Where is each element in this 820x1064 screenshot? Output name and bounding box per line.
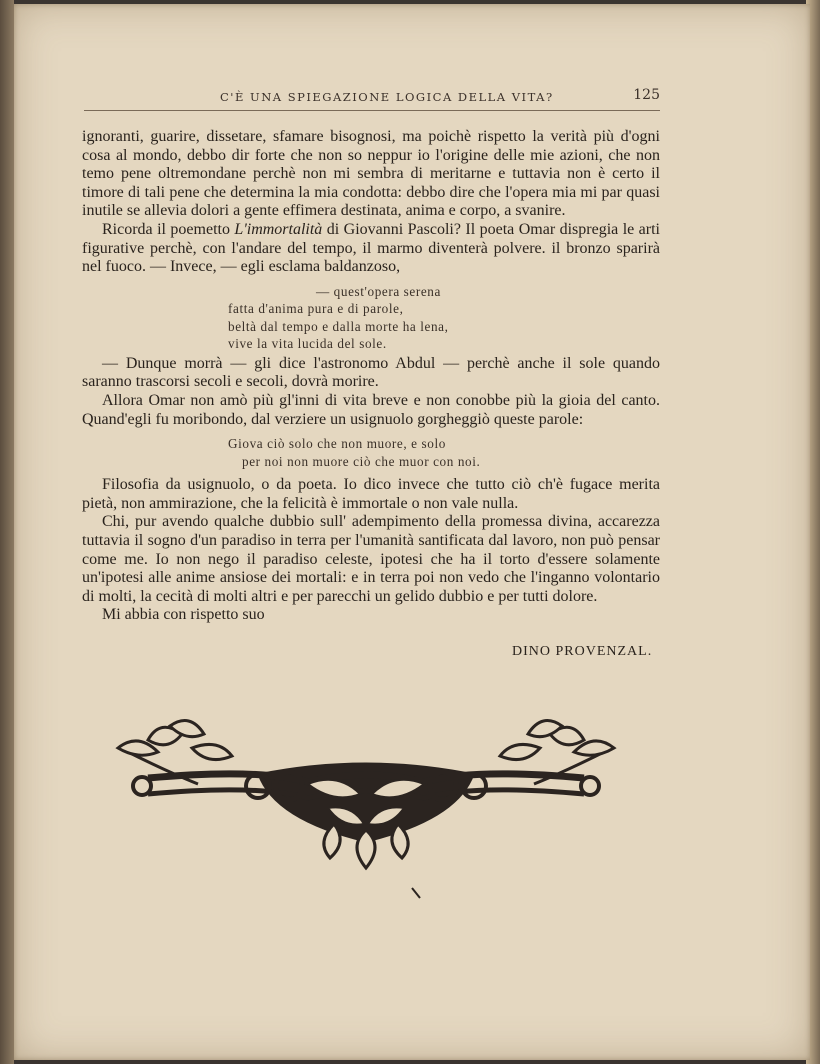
book-spine [0, 0, 14, 1064]
poem-line: fatta d'anima pura e di parole, [228, 301, 404, 317]
paragraph: — Dunque morrà — gli dice l'astronomo Abdul — perchè anche il sole quando saranno trascorsi secoli e secoli, dovrà morire. [82, 354, 660, 391]
running-header [84, 86, 660, 111]
poem-line: per noi non muore ciò che muor con noi. [242, 453, 481, 469]
poem-title: L'immortalità [234, 220, 323, 238]
ink-mark-icon [410, 886, 422, 900]
poem-line: Giova ciò solo che non muore, e solo [228, 436, 446, 452]
paragraph: ignoranti, guarire, dissetare, sfamare bisognosi, ma poichè rispetto la verità più d'ogni cosa al mondo, debbo dir forte che non so neppur io l'origine delle mie azioni, che non temo pene oltremondane perchè non mi sembra di meritarne e tuttavia non è certo il timore di tali pene che determina la mia condotta: debbo dire che l'opera mia mi par quasi inutile se allevia dolori a gente effimera destinata, anima e corpo, a svanire. [82, 128, 660, 220]
author-signature: DINO PROVENZAL. [512, 644, 653, 659]
running-title: C'È UNA SPIEGAZIONE LOGICA DELLA VITA? [220, 90, 554, 104]
poem-quote [228, 435, 660, 470]
poem-line: beltà dal tempo e dalla morte ha lena, [228, 318, 449, 334]
paragraph: Chi, pur avendo qualche dubbio sull' adempimento della promessa divina, accarezza tuttavia il sogno d'un paradiso in terra per l'umanità santificata dal lavoro, non può pensar come me. Io non nego il paradiso celeste, ipotesi che ha il torto d'essere solamente un'ipotesi alle anime ansiose dei mortali: e in terra poi non vedo che l'inganno volontario di molti, la cecità di molti altri e per parecchi un gelido dubbio e per tutti dolore. [82, 513, 660, 605]
page-number: 125 [633, 87, 660, 103]
paragraph [82, 221, 660, 277]
body-text [82, 128, 660, 625]
poem-line: vive la vita lucida del sole. [228, 336, 387, 352]
paragraph: Mi abbia con rispetto suo [102, 606, 265, 624]
paragraph: Allora Omar non amò più gl'inni di vita breve e non conobbe più la gioia del canto. Quand'egli fu moribondo, dal verziere un usignuolo gorgheggiò queste parole: [82, 391, 660, 428]
poem-quote [228, 283, 660, 353]
floral-vignette-ornament-icon [108, 712, 624, 872]
paragraph-text: di Giovanni Pascoli? Il poeta Omar dispregia le arti figurative perchè, con l'andare del tempo, il marmo diventerà polvere. il bronzo sparirà nel fuoco. — Invece, — egli esclama baldanzoso, [82, 220, 660, 276]
paragraph: Filosofia da usignuolo, o da poeta. Io dico invece che tutto ciò ch'è fugace merita pietà, non ammirazione, che la felicità è immortale o non vale nulla. [82, 476, 660, 512]
poem-line: — quest'opera serena [316, 283, 441, 299]
paragraph-text: Ricorda il poemetto [102, 220, 235, 238]
